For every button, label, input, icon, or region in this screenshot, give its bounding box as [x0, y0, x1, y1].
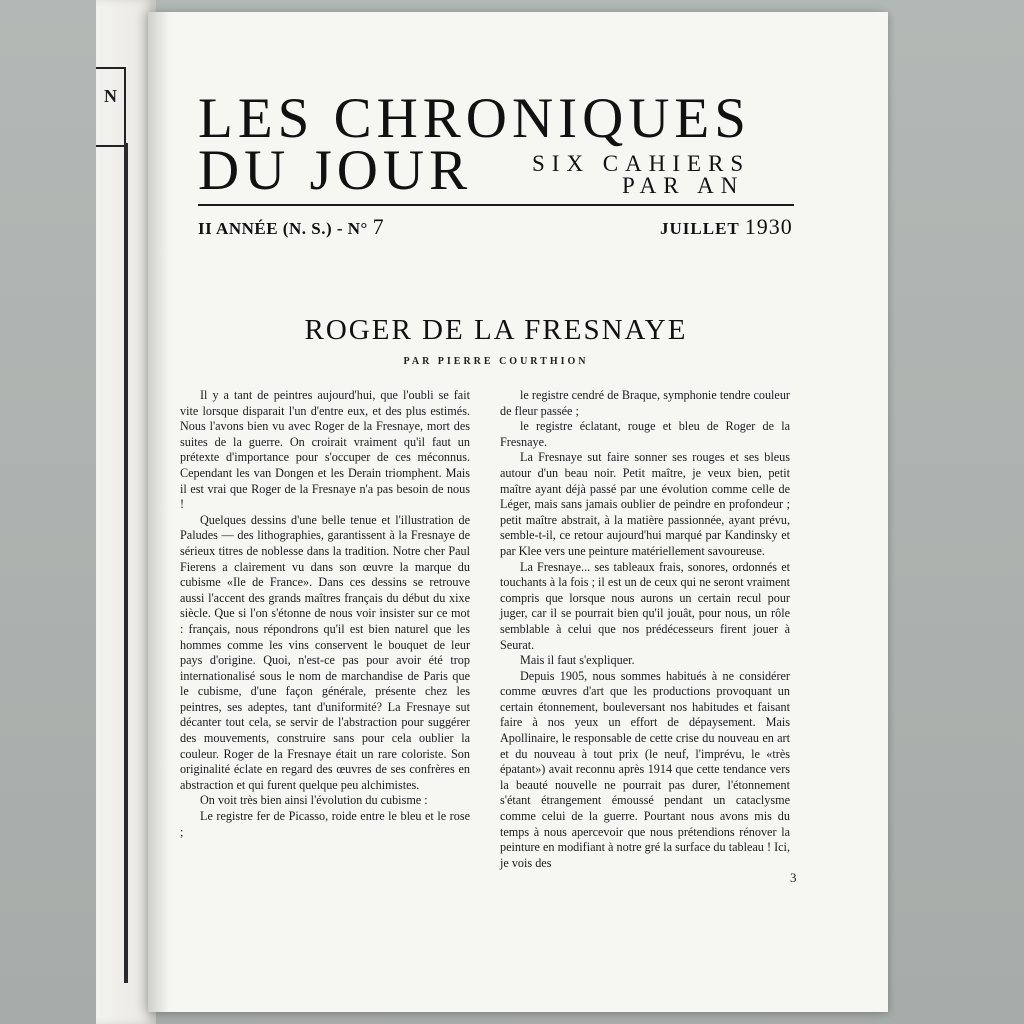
article-title: ROGER DE LA FRESNAYE — [304, 314, 688, 346]
issue-number: 7 — [372, 214, 385, 239]
issue-date — [660, 214, 793, 240]
masthead-subtitle-2: PAR AN — [622, 173, 745, 198]
gutter-shadow — [148, 12, 170, 1012]
left-page-letter: N — [104, 86, 117, 106]
masthead-line-1: LES CHRONIQUES — [198, 87, 751, 150]
issue-year: 1930 — [744, 214, 793, 239]
paragraph: Mais il faut s'expliquer. — [520, 653, 635, 668]
page-number: 3 — [790, 870, 797, 885]
left-page-rule — [124, 143, 128, 983]
paragraph: La Fresnaye... ses tableaux frais, sonores, ordonnés et touchants à la fois ; il est un de ceux qui ne seront vraiment compris que lorsque nous aurons un certain recul pour juger, car il se pourrait bien qu'il jouât, pour nous, un rôle semblable à celui que nos prédécesseurs firent jouer à Seurat. — [500, 559, 790, 652]
paragraph: Le registre fer de Picasso, roide entre le bleu et le rose ; — [180, 809, 470, 839]
masthead-subtitle-1: SIX CAHIERS — [532, 151, 751, 176]
paragraph: Depuis 1905, nous sommes habitués à ne considérer comme œuvres d'art que les productions provoquant un certain étonnement, bouleversant nos habitudes et faisant faire à nos yeux un effort de dépaysement. Mais Apollinaire, le responsable de cette crise du nouveau en art et du nouveau à tout prix (le neuf, l'imprévu, le «très épatant») avait reconnu après 1914 que cette tendance vers la beauté nouvelle ne pourrait pas durer, l'étonnement s'étant étrangement émoussé pendant un cataclysme comme celui de la guerre. Pourtant nous avons mis du temps à nous apercevoir que nous prétendions rénover la peinture en modifiant à notre gré la surface du tableau ! Ici, je vois des — [500, 668, 790, 870]
left-column — [180, 388, 470, 840]
issue-info — [198, 214, 384, 240]
paragraph: Quelques dessins d'une belle tenue et l'illustration de Paludes — des lithographies, garantissent à la Fresnaye de sérieux titres de noblesse dans la tradition. Notre cher Paul Fierens a clairement vu dans son œuvre la marque du cubisme «Ile de France». Dans ces dessins se retrouve aussi l'accent des grands maîtres français du début du xixe siècle. Que si l'on s'étonne de nous voir insister sur ce mot : français, nous répondrons qu'il est bien naturel que les hommes comme les vins conservent le bouquet de leur pays d'origine. Quoi, n'est-ce pas pour avoir été trop internationalisé sous le nom de marchandise de Paris que le cubisme, d'une façon générale, présente chez les peintres, ses adeptes, tant d'uniformité? La Fresnaye sut décanter tout cela, se servir de l'abstraction pour suggérer des mouvements, construire sans pour cela oublier la couleur. Roger de la Fresnaye était un rare coloriste. Son originalité éclate en regard des œuvres de ses confrères en abstraction et qui furent quelque peu alchimistes. — [180, 512, 470, 792]
paragraph: On voit très bien ainsi l'évolution du cubisme : — [200, 793, 428, 808]
paragraph: La Fresnaye sut faire sonner ses rouges et ses bleus autour d'un beau noir. Petit maître, je veux bien, petit maître ayant déjà passé par une évolution comme celle de Léger, mais sans jamais oublier de peindre en profondeur ; petit maître abstrait, à la matière passionnée, ayant prévu, semble-t-il, ce retour aujourd'hui marqué par Kandinsky et par Klee vers une peinture matériellement savoureuse. — [500, 450, 790, 558]
issue-month: JUILLET — [660, 219, 745, 238]
left-page-frame — [96, 67, 126, 147]
paragraph: le registre éclatant, rouge et bleu de Roger de la Fresnaye. — [500, 419, 790, 449]
paragraph: Il y a tant de peintres aujourd'hui, que l'oubli se fait vite lorsque disparait l'un d'entre eux, et des plus estimés. Nous l'avons bien vu avec Roger de la Fresnaye, mort des suites de la guerre. On croirait vraiment qu'il faut un prétexte d'importance pour s'occuper de ces méconnus. Cependant les van Dongen et les Derain triomphent. Mais il est vrai que Roger de la Fresnaye n'a pas besoin de nous ! — [180, 388, 470, 512]
issue-label: II ANNÉE (N. S.) - N° — [198, 219, 373, 238]
masthead-line-2: DU JOUR — [198, 139, 473, 202]
paragraph: le registre cendré de Braque, symphonie tendre couleur de fleur passée ; — [500, 388, 790, 418]
article-byline: PAR PIERRE COURTHION — [403, 356, 589, 367]
right-column — [500, 388, 790, 871]
masthead-rule — [198, 204, 794, 206]
